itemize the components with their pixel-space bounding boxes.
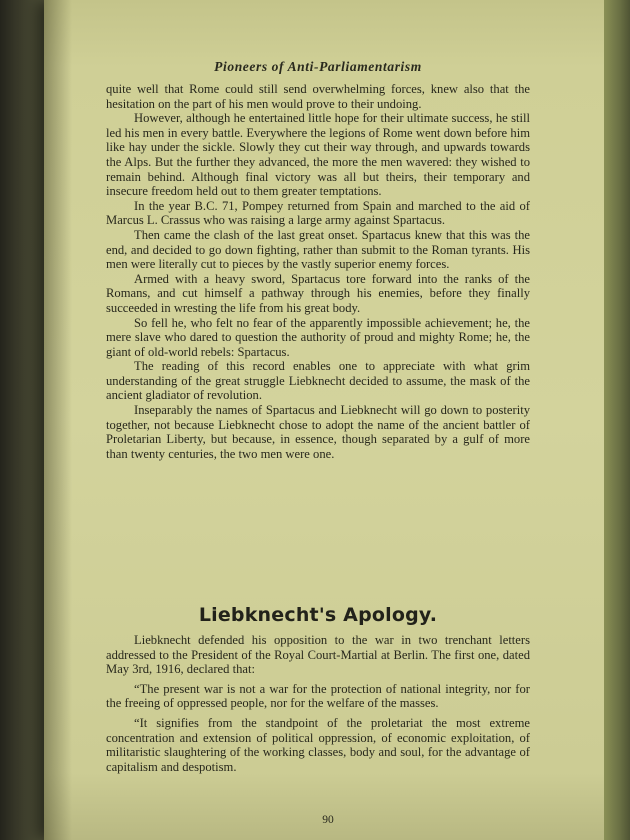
section-text [106, 633, 530, 774]
paragraph: So fell he, who felt no fear of the apparently impossible achievement; he, the mere slave who dared to question the authority of proud and mighty Rome; he, the giant of old-world rebels: Spartacus. [106, 315, 530, 359]
paragraph: quite well that Rome could still send overwhelming forces, knew also that the hesitation on the part of his men would prove to their undoing. [106, 82, 530, 111]
paragraph: Armed with a heavy sword, Spartacus tore forward into the ranks of the Romans, and cut himself a pathway through his enemies, before they finally succeeded in wresting the life from his great body. [106, 271, 530, 315]
paragraph: Liebknecht defended his opposition to the war in two trenchant letters addressed to the President of the Royal Court-Martial at Berlin. The first one, dated May 3rd, 1916, declared that: [106, 633, 530, 677]
paragraph: The reading of this record enables one to appreciate with what grim understanding of the great struggle Liebknecht decided to assume, the mask of the ancient gladiator of revolution. [106, 359, 530, 403]
paragraph: Then came the clash of the last great onset. Spartacus knew that this was the end, and decided to go down fighting, rather than submit to the Roman tyrants. His men were literally cut to pieces by the vastly superior enemy forces. [106, 227, 530, 272]
page-number: 90 [322, 814, 334, 826]
paragraph: In the year B.C. 71, Pompey returned from Spain and marched to the aid of Marcus L. Crassus who was raising a large army against Spartacus. [106, 198, 530, 228]
quote-paragraph: “The present war is not a war for the protection of national integrity, nor for the freeing of oppressed people, nor for the welfare of the masses. [106, 681, 530, 711]
section-title: Liebknecht's Apology. [198, 604, 438, 626]
running-head: Pioneers of Anti-Parliamentarism [214, 59, 422, 74]
main-text [106, 82, 530, 461]
paragraph: However, although he entertained little hope for their ultimate success, he still led his men in every battle. Everywhere the legions of Rome went down before him like hay under the sickle. Slowly they cut their way through, and upwards towards the Alps. But the further they advanced, the more the men wavered: they wished to remain behind. Although final victory was all but theirs, their temporary and insecure freedom held out to them greater temptations. [106, 111, 530, 199]
quote-paragraph: “It signifies from the standpoint of the proletariat the most extreme concentration and extension of political oppression, of economic exploitation, of militaristic slaughtering of the working classes, body and soul, for the advantage of capitalism and despotism. [106, 715, 530, 774]
book-edge [604, 0, 630, 840]
paragraph: Inseparably the names of Spartacus and Liebknecht will go down to posterity together, not because Liebknecht chose to adopt the name of the ancient battler of Proletarian Liberty, but because, in essence, though separated by a gulf of more than twenty centuries, the two men were one. [106, 403, 530, 461]
